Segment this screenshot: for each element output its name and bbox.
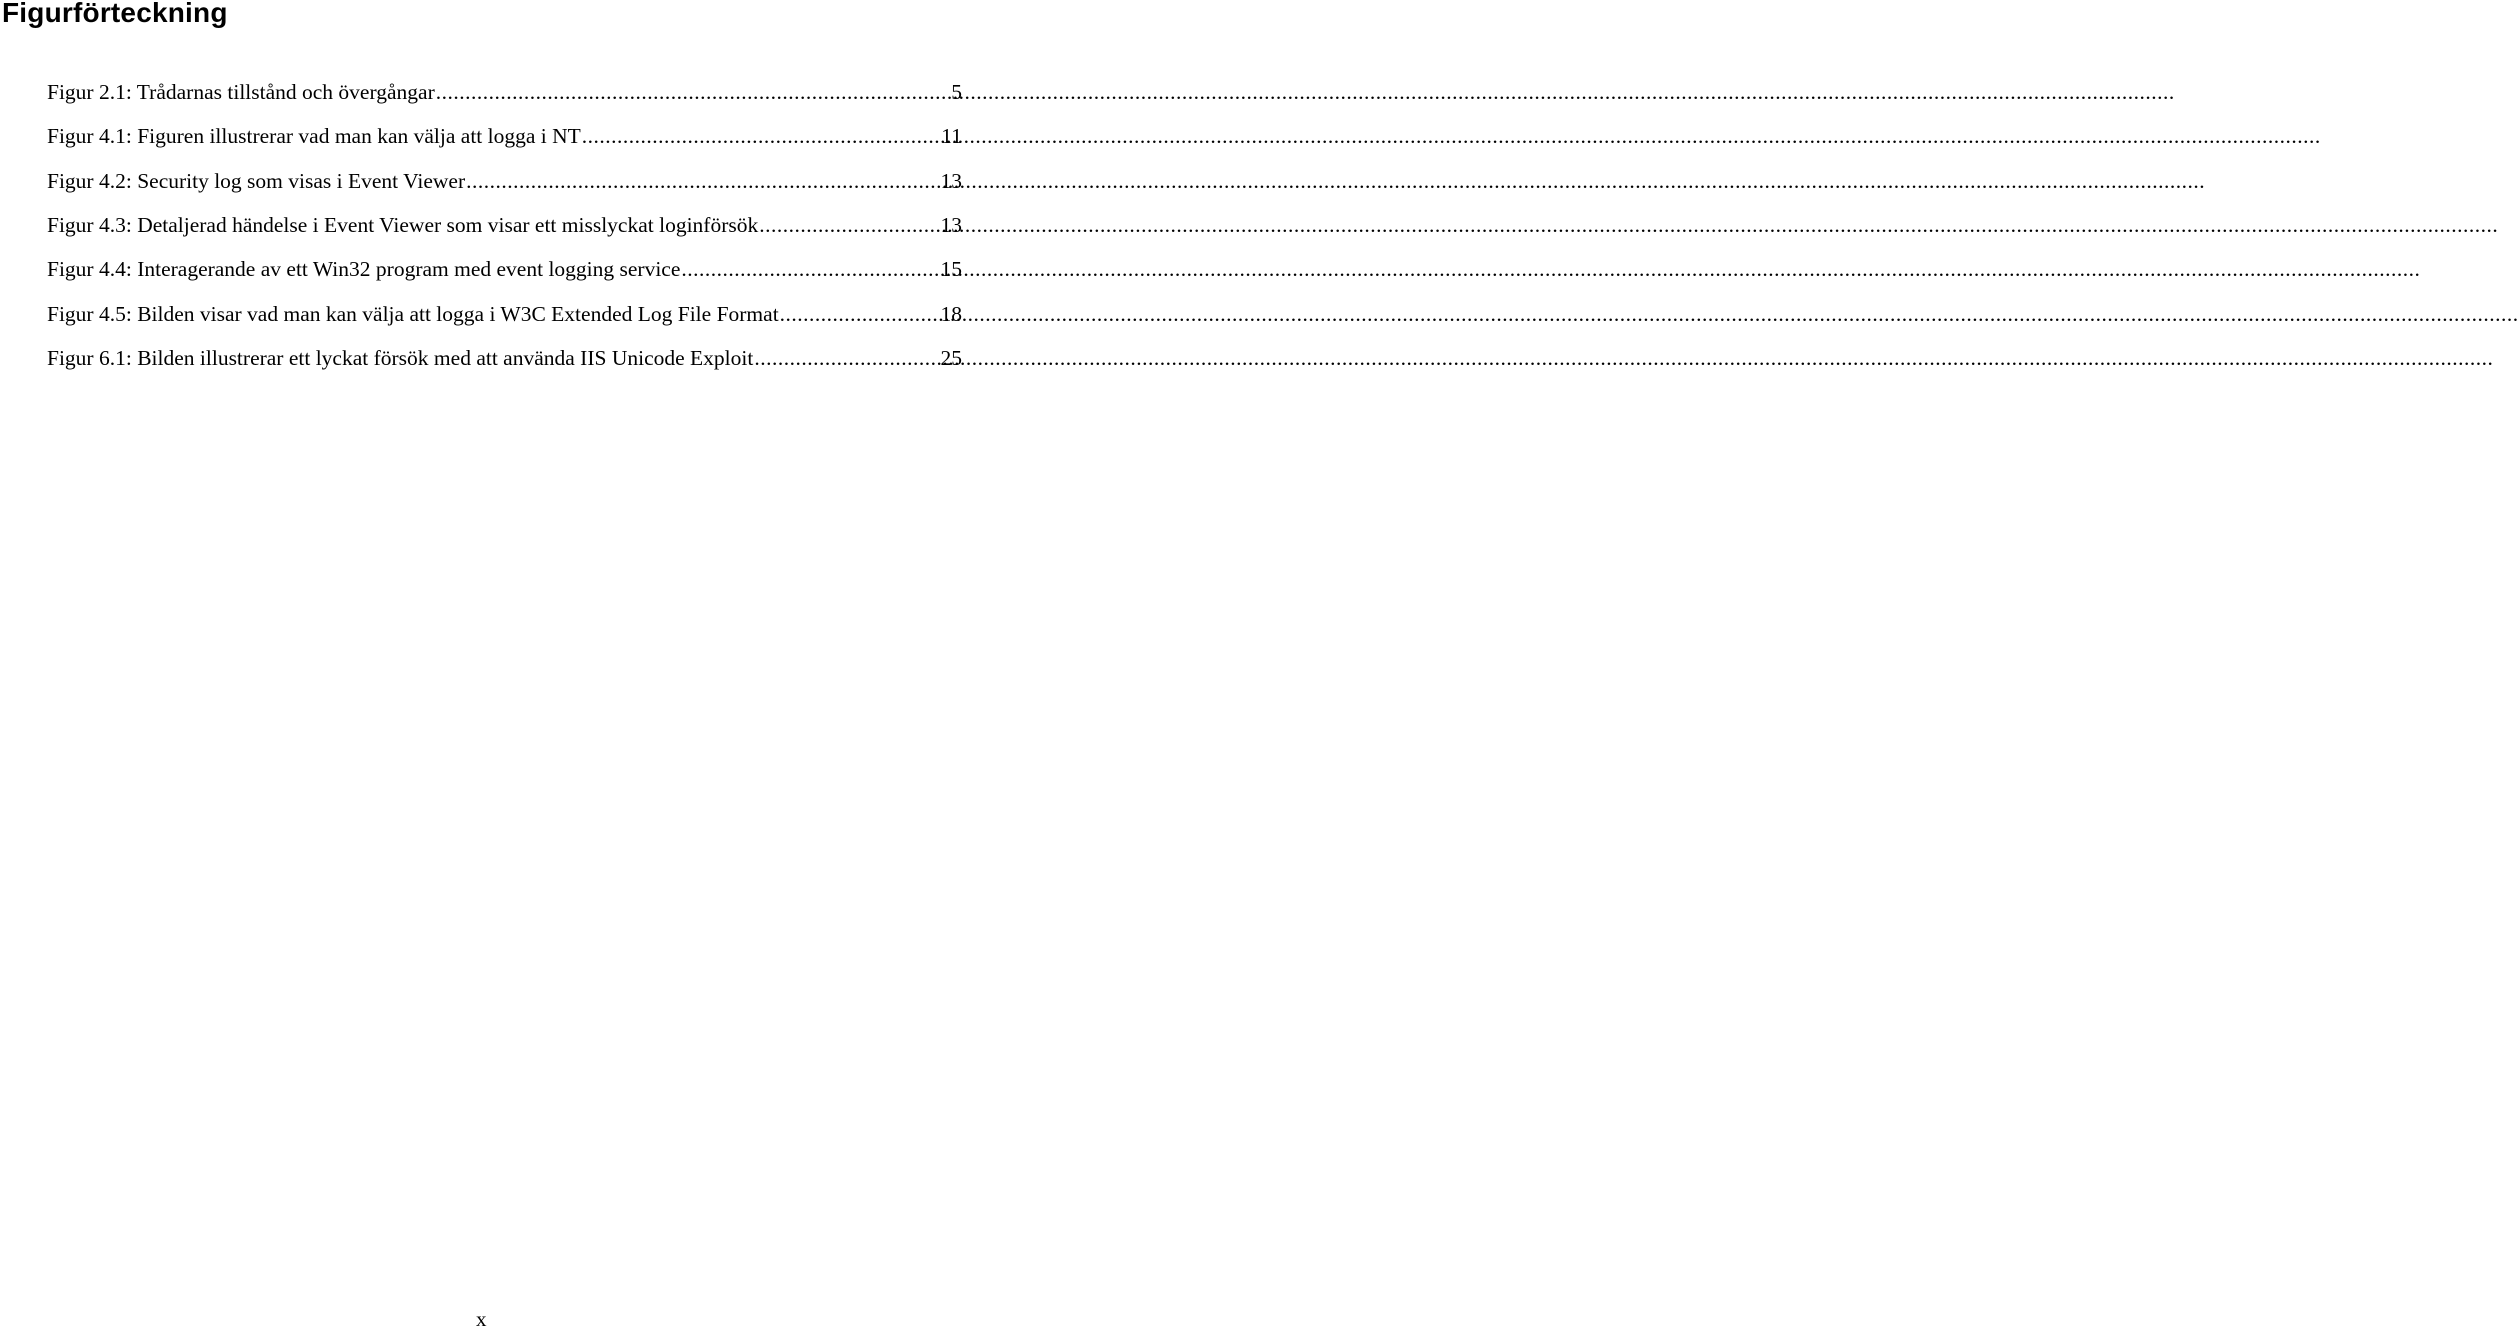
entry-title: Figur 4.4: Interagerande av ett Win32 program med event logging service bbox=[47, 257, 681, 282]
entry-page-number: 13 bbox=[940, 168, 962, 193]
list-item[interactable] bbox=[47, 336, 962, 380]
list-item[interactable] bbox=[47, 247, 962, 291]
dot-leader bbox=[759, 203, 939, 247]
dot-leader bbox=[582, 114, 941, 158]
list-item[interactable] bbox=[47, 203, 962, 247]
entry-page-number: 18 bbox=[940, 301, 962, 326]
page-title: Figurförteckning bbox=[2, 0, 228, 28]
dot-leader bbox=[780, 292, 940, 336]
list-item[interactable] bbox=[47, 292, 962, 336]
dot-leader bbox=[466, 159, 939, 203]
entry-title: Figur 4.5: Bilden visar vad man kan välja att logga i W3C Extended Log File Format bbox=[47, 301, 779, 326]
entry-title: Figur 6.1: Bilden illustrerar ett lyckat försök med att använda IIS Unicode Exploit bbox=[47, 345, 754, 370]
entry-page-number: 11 bbox=[941, 124, 962, 149]
dot-leader bbox=[681, 247, 939, 291]
entry-title: Figur 4.1: Figuren illustrerar vad man kan välja att logga i NT bbox=[47, 124, 581, 149]
entry-title: Figur 4.2: Security log som visas i Event Viewer bbox=[47, 168, 466, 193]
entry-page-number: 15 bbox=[940, 257, 962, 282]
entry-title: Figur 4.3: Detaljerad händelse i Event Viewer som visar ett misslyckat loginförsök bbox=[47, 212, 759, 237]
page-number: x bbox=[476, 1307, 487, 1331]
entry-page-number: 5 bbox=[951, 80, 962, 104]
entry-page-number: 25 bbox=[940, 345, 962, 370]
figure-list bbox=[47, 70, 962, 380]
list-item[interactable] bbox=[47, 70, 962, 114]
entry-page-number: 13 bbox=[940, 212, 962, 237]
dot-leader bbox=[436, 70, 951, 114]
list-item[interactable] bbox=[47, 114, 962, 158]
entry-title: Figur 2.1: Trådarnas tillstånd och övergångar bbox=[47, 80, 435, 104]
dot-leader bbox=[754, 336, 939, 380]
list-item[interactable] bbox=[47, 159, 962, 203]
